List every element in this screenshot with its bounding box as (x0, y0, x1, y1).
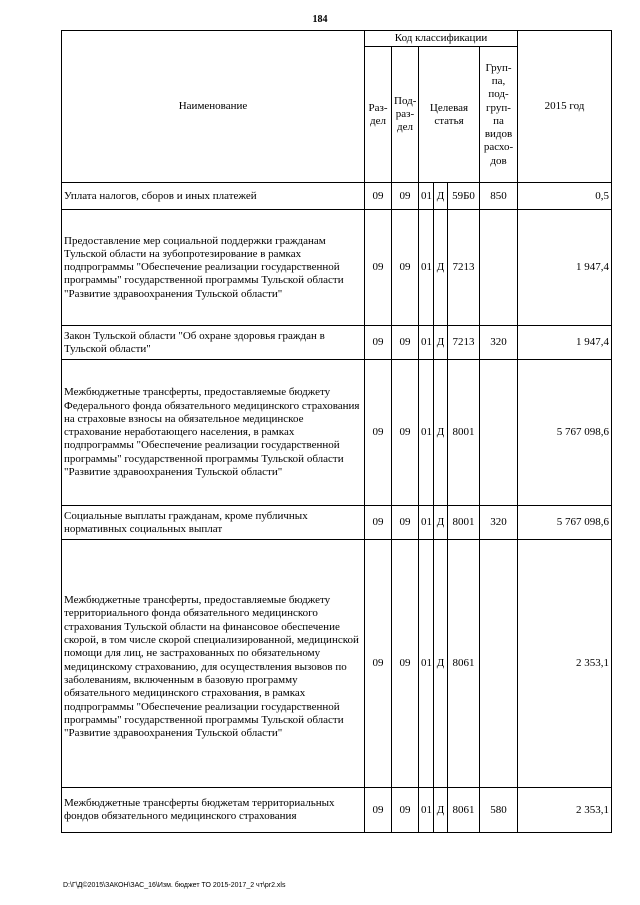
row-section: 09 (365, 210, 392, 326)
row-section: 09 (365, 506, 392, 540)
table-row (62, 326, 612, 360)
row-section: 09 (365, 540, 392, 788)
row-direction: 7213 (448, 210, 480, 326)
row-section: 09 (365, 360, 392, 506)
row-name: Социальные выплаты гражданам, кроме публичных нормативных социальных выплат (62, 506, 365, 540)
row-subprogram: Д (434, 360, 448, 506)
row-name: Межбюджетные трансферты, предоставляемые бюджету Федерального фонда обязательного медицинского страхования на страховые взносы на обязательное медицинское страхование неработающего населения, в рамках подпрограммы "Обеспечение реализации государственной программы" государственной программы Тульской области "Развитие здравоохранения Тульской области" (62, 360, 365, 506)
row-subprogram: Д (434, 540, 448, 788)
row-name: Предоставление мер социальной поддержки гражданам Тульской области на зубопротезирование в рамках подпрограммы "Обеспечение реализации государственной программы" государственной программы Тульской области "Развитие здравоохранения Тульской области" (62, 210, 365, 326)
row-expense-type: 320 (480, 506, 518, 540)
row-amount: 1 947,4 (518, 210, 612, 326)
table-row (62, 183, 612, 210)
table-row (62, 210, 612, 326)
row-expense-type: 580 (480, 788, 518, 833)
row-section: 09 (365, 326, 392, 360)
row-subsection: 09 (392, 540, 419, 788)
row-amount: 2 353,1 (518, 540, 612, 788)
row-subprogram: Д (434, 788, 448, 833)
page-number: 184 (312, 14, 328, 25)
row-subsection: 09 (392, 210, 419, 326)
row-name: Уплата налогов, сборов и иных платежей (62, 183, 365, 210)
row-subprogram: Д (434, 210, 448, 326)
row-amount: 5 767 098,6 (518, 360, 612, 506)
row-program: 01 (419, 183, 434, 210)
row-expense-type (480, 540, 518, 788)
row-amount: 0,5 (518, 183, 612, 210)
row-subsection: 09 (392, 506, 419, 540)
header-year: 2015 год (518, 31, 612, 183)
row-section: 09 (365, 183, 392, 210)
row-program: 01 (419, 788, 434, 833)
row-direction: 8001 (448, 506, 480, 540)
table-row (62, 360, 612, 506)
row-name: Закон Тульской области "Об охране здоровья граждан в Тульской области" (62, 326, 365, 360)
row-subsection: 09 (392, 360, 419, 506)
row-direction: 8061 (448, 540, 480, 788)
row-program: 01 (419, 540, 434, 788)
row-program: 01 (419, 506, 434, 540)
row-name: Межбюджетные трансферты бюджетам территориальных фондов обязательного медицинского страхования (62, 788, 365, 833)
header-classification: Код классификации (365, 31, 518, 47)
row-subprogram: Д (434, 326, 448, 360)
row-direction: 59Б0 (448, 183, 480, 210)
row-expense-type (480, 360, 518, 506)
row-direction: 7213 (448, 326, 480, 360)
table-row (62, 540, 612, 788)
header-subsection: Под- раз- дел (392, 47, 419, 183)
row-amount: 5 767 098,6 (518, 506, 612, 540)
row-expense-type: 320 (480, 326, 518, 360)
row-amount: 1 947,4 (518, 326, 612, 360)
row-expense-type (480, 210, 518, 326)
table-row (62, 506, 612, 540)
row-name: Межбюджетные трансферты, предоставляемые бюджету территориального фонда обязательного медицинского страхования Тульской области на финансовое обеспечение скорой, в том числе скорой специализированной, медицинской помощи для лиц, не застрахованных по обязательному медицинскому страхованию, для осуществления вызовов по заболеваниям, включенным в базовую программу обязательного медицинского страхования, в рамках подпрограммы "Обеспечение реализации государственной программы" государственной программы Тульской области "Развитие здравоохранения Тульской области" (62, 540, 365, 788)
row-program: 01 (419, 326, 434, 360)
row-subsection: 09 (392, 183, 419, 210)
row-subsection: 09 (392, 788, 419, 833)
header-expense-group: Груп- па, под- груп- па видов расхо- дов (480, 47, 518, 183)
row-section: 09 (365, 788, 392, 833)
row-expense-type: 850 (480, 183, 518, 210)
file-path-footer: D:\Г\Д©2015\ЗАКОН\ЗАС_16\Изм. бюджет ТО 2015-2017_2 чт\pr2.xls (63, 882, 286, 889)
row-direction: 8061 (448, 788, 480, 833)
row-direction: 8001 (448, 360, 480, 506)
header-section: Раз- дел (365, 47, 392, 183)
row-program: 01 (419, 210, 434, 326)
table-row (62, 788, 612, 833)
budget-table (61, 30, 612, 833)
row-program: 01 (419, 360, 434, 506)
row-amount: 2 353,1 (518, 788, 612, 833)
table-body (62, 183, 612, 833)
row-subprogram: Д (434, 506, 448, 540)
row-subprogram: Д (434, 183, 448, 210)
header-target-article: Целевая статья (419, 47, 480, 183)
row-subsection: 09 (392, 326, 419, 360)
header-name: Наименование (62, 31, 365, 183)
